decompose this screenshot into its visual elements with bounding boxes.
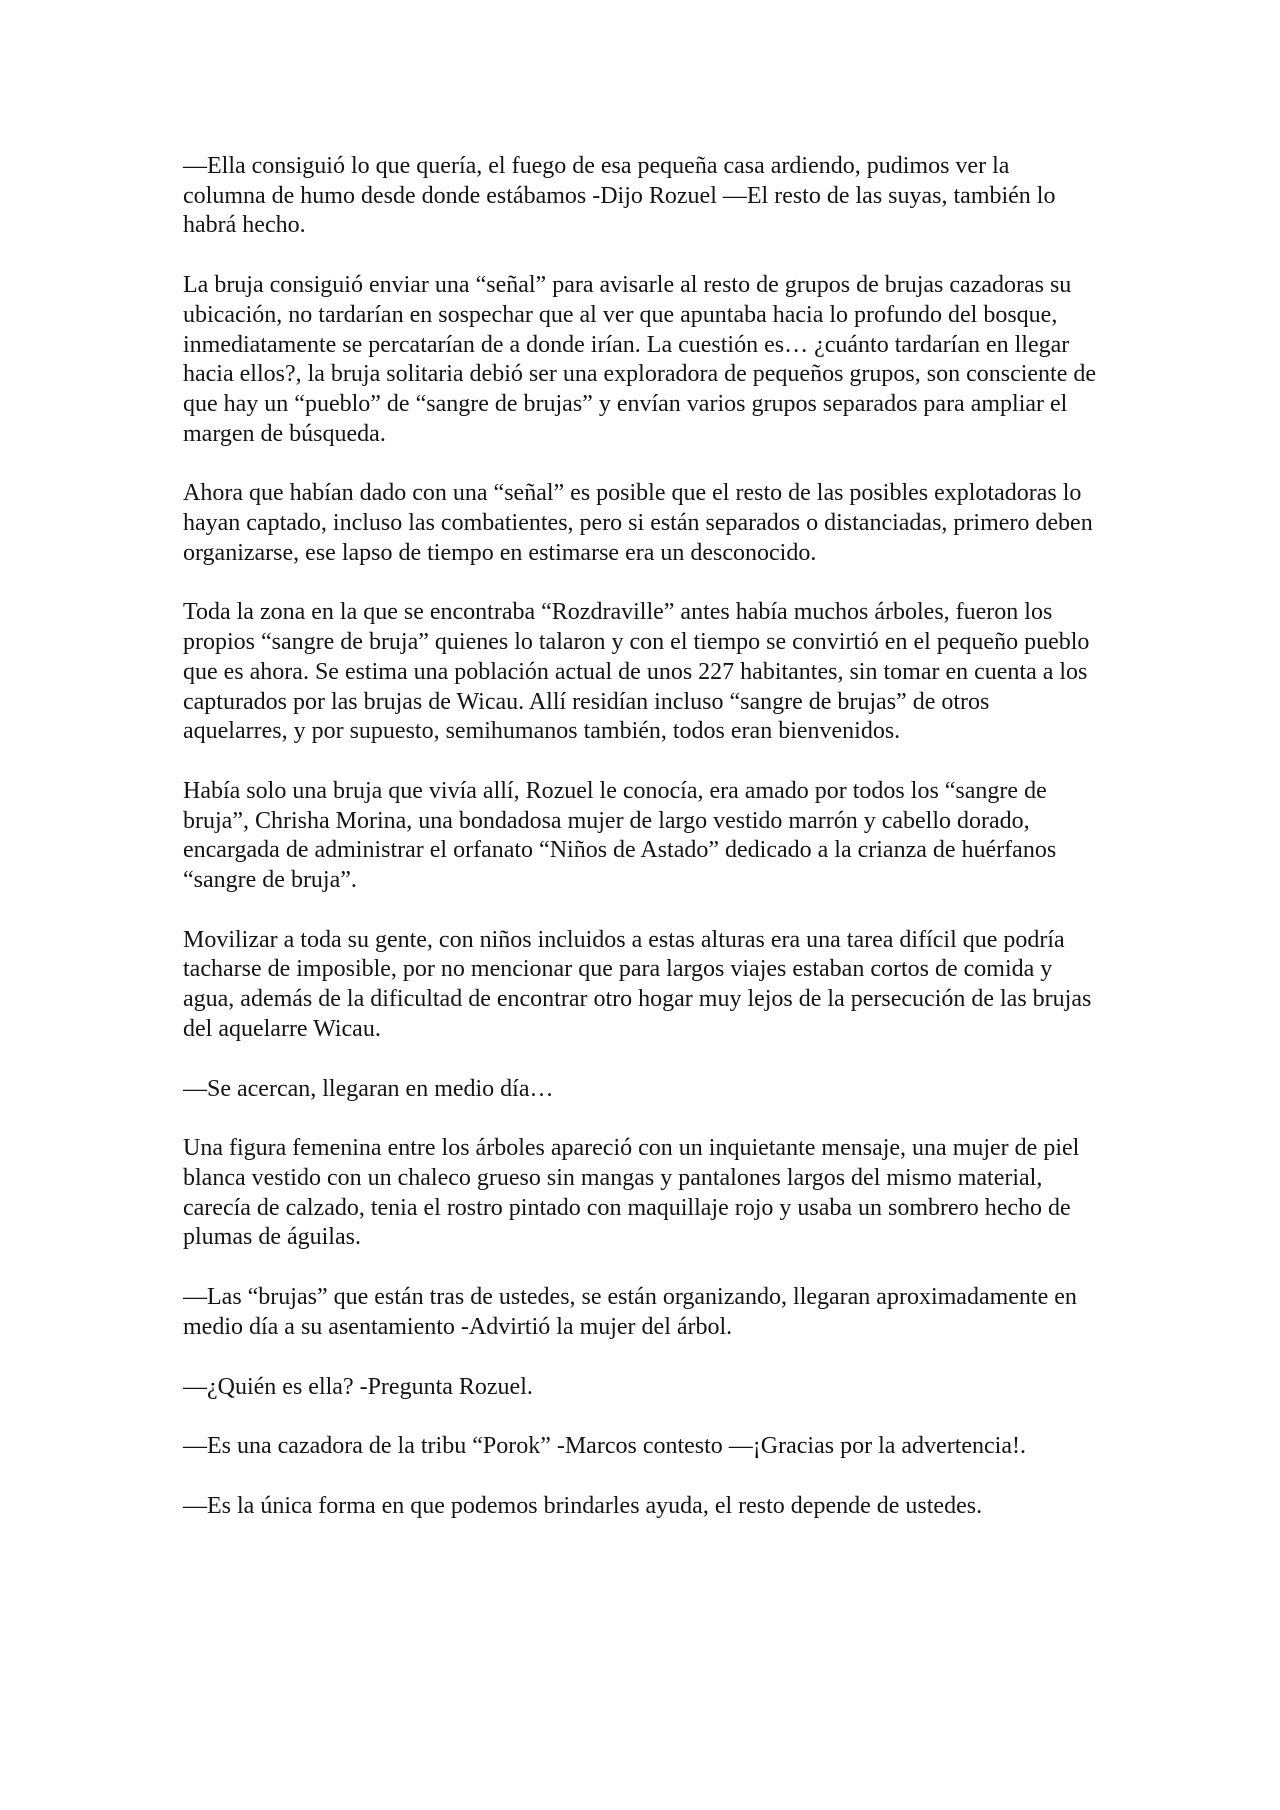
paragraph-9: —Las “brujas” que están tras de ustedes, se están organizando, llegaran aproximadamente en medio día a su asentamiento -Advirtió la mujer del árbol. [183, 1284, 1077, 1340]
paragraph-6: Movilizar a toda su gente, con niños incluidos a estas alturas era una tarea difícil que podría tacharse de imposible, por no mencionar que para largos viajes estaban cortos de comida y agua, además de la dificultad de encontrar otro hogar muy lejos de la persecución de las brujas del aquelarre Wicau. [183, 926, 1092, 1042]
paragraph-2: La bruja consiguió enviar una “señal” para avisarle al resto de grupos de brujas cazadoras su ubicación, no tardarían en sospechar que al ver que apuntaba hacia lo profundo del bosque, inmediatamente se percatarían de a donde irían. La cuestión es… ¿cuánto tardarían en llegar hacia ellos?, la bruja solitaria debió ser una exploradora de pequeños grupos, son consciente de que hay un “pueblo” de “sangre de brujas” y envían varios grupos separados para ampliar el margen de búsqueda. [183, 272, 1097, 447]
paragraph-7: —Se acercan, llegaran en medio día… [183, 1075, 554, 1102]
paragraph-8: Una figura femenina entre los árboles apareció con un inquietante mensaje, una mujer de piel blanca vestido con un chaleco grueso sin mangas y pantalones largos del mismo material, carecía de calzado, tenia el rostro pintado con maquillaje rojo y usaba un sombrero hecho de plumas de águilas. [183, 1135, 1080, 1251]
text-body [183, 152, 1098, 1552]
paragraph-1: —Ella consiguió lo que quería, el fuego de esa pequeña casa ardiendo, pudimos ver la columna de humo desde donde estábamos -Dijo Rozuel —El resto de las suyas, también lo habrá hecho. [183, 153, 1056, 239]
paragraph-11: —Es una cazadora de la tribu “Porok” -Marcos contesto —¡Gracias por la advertencia!. [183, 1433, 1026, 1460]
paragraph-12: —Es la única forma en que podemos brindarles ayuda, el resto depende de ustedes. [183, 1492, 983, 1519]
paragraph-4: Toda la zona en la que se encontraba “Rozdraville” antes había muchos árboles, fueron los propios “sangre de bruja” quienes lo talaron y con el tiempo se convirtió en el pequeño pueblo que es ahora. Se estima una población actual de unos 227 habitantes, sin tomar en cuenta a los capturados por las brujas de Wicau. Allí residían incluso “sangre de brujas” de otros aquelarres, y por supuesto, semihumanos también, todos eran bienvenidos. [183, 599, 1090, 745]
paragraph-3: Ahora que habían dado con una “señal” es posible que el resto de las posibles explotadoras lo hayan captado, incluso las combatientes, pero si están separados o distanciadas, primero deben organizarse, ese lapso de tiempo en estimarse era un desconocido. [183, 480, 1093, 566]
paragraph-5: Había solo una bruja que vivía allí, Rozuel le conocía, era amado por todos los “sangre de bruja”, Chrisha Morina, una bondadosa mujer de largo vestido marrón y cabello dorado, encargada de administrar el orfanato “Niños de Astado” dedicado a la crianza de huérfanos “sangre de bruja”. [183, 777, 1057, 894]
paragraph-10: —¿Quién es ella? -Pregunta Rozuel. [183, 1373, 533, 1400]
